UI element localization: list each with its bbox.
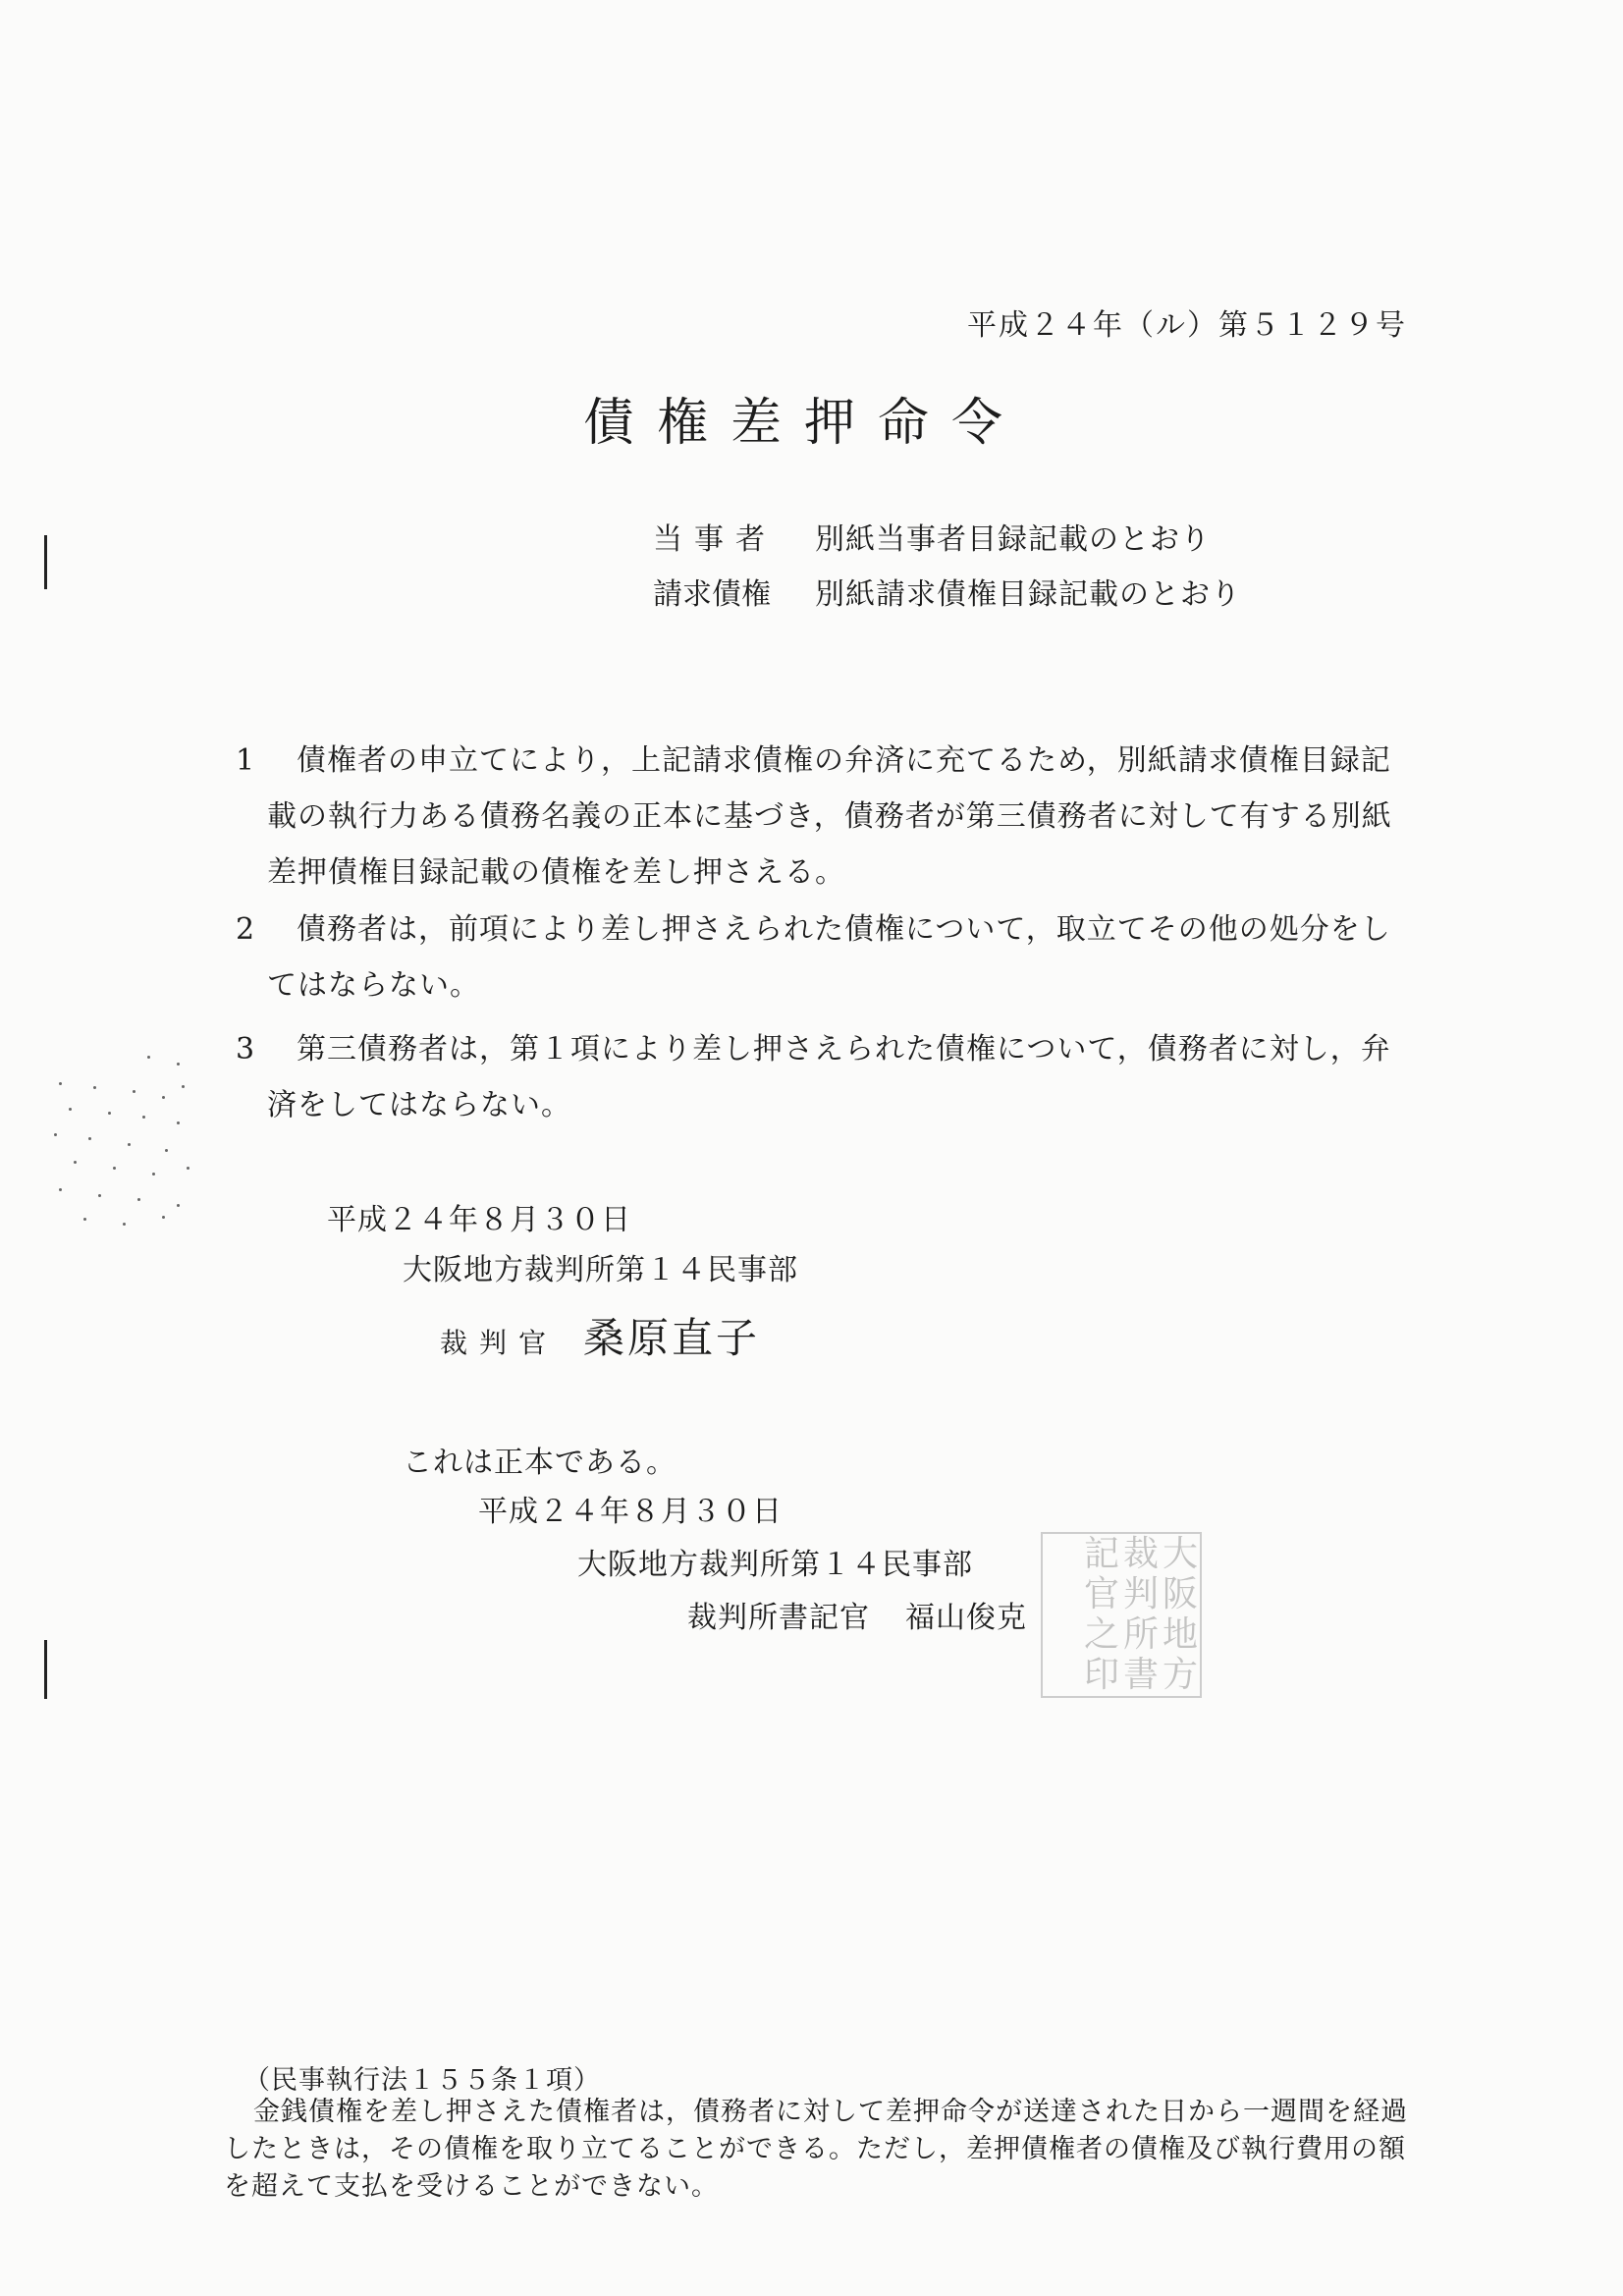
- parties-row: [653, 515, 1211, 558]
- claim-label: 請求債権: [653, 577, 771, 612]
- seal-character: 書: [1122, 1655, 1159, 1696]
- claim-row: [653, 570, 1241, 613]
- perforation-dot: [59, 1082, 62, 1085]
- clerk-title: 裁判所書記官: [687, 1601, 870, 1635]
- order-date: 平成２４年８月３０日: [327, 1203, 631, 1237]
- perforation-dot: [137, 1198, 140, 1201]
- order-item-3: [236, 1021, 1419, 1133]
- order-item-1: [236, 733, 1419, 901]
- perforation-dot: [177, 1121, 180, 1124]
- seal-character: [1043, 1656, 1082, 1696]
- item-text: 債権者の申立てにより，上記請求債権の弁済に充てるため，別紙請求債権目録記載の執行力ある債務名義の正本に基づき，債務者が第三債務者に対して有する別紙差押債権目録記載の債権を差し押さえる。: [267, 743, 1392, 890]
- claim-value: 別紙請求債権目録記載のとおり: [815, 577, 1241, 612]
- parties-value: 別紙当事者目録記載のとおり: [815, 522, 1211, 557]
- seal-character: 方: [1162, 1655, 1198, 1696]
- perforation-dot: [133, 1090, 135, 1093]
- seal-character: 記: [1083, 1533, 1119, 1574]
- certification-statement: これは正本である。: [403, 1446, 676, 1480]
- perforation-dot: [165, 1149, 168, 1152]
- certification-court: 大阪地方裁判所第１４民事部: [577, 1548, 973, 1582]
- judge-name: 桑原直子: [583, 1314, 761, 1362]
- seal-character: 印: [1083, 1655, 1119, 1696]
- perforation-dot: [54, 1133, 57, 1136]
- seal-character: 官: [1083, 1573, 1119, 1614]
- clerk-row: [687, 1593, 1027, 1636]
- perforation-dot: [152, 1173, 155, 1175]
- perforation-dot: [83, 1218, 86, 1221]
- perforation-dot: [74, 1161, 77, 1164]
- seal-character: 大: [1162, 1533, 1198, 1574]
- perforation-dot: [59, 1188, 62, 1191]
- judge-title: 裁判官: [440, 1327, 559, 1359]
- perforation-dot: [147, 1056, 150, 1059]
- page-title: 債権差押命令: [583, 394, 1026, 453]
- item-number: 1: [236, 743, 256, 778]
- seal-character: [1043, 1574, 1082, 1614]
- footnote-heading: （民事執行法１５５条１項）: [243, 2065, 601, 2096]
- perforation-dot: [162, 1096, 165, 1099]
- perforation-dot: [93, 1086, 96, 1089]
- seal-character: [1043, 1534, 1082, 1574]
- footnote-text: 金銭債権を差し押さえた債権者は，債務者に対して差押命令が送達された日から一週間を経過したときは，その債権を取り立てることができる。ただし，差押債権者の債権及び執行費用の額を超えて支払を受けることができない。: [224, 2097, 1408, 2202]
- perforation-dot: [162, 1216, 165, 1219]
- order-item-2: [236, 902, 1419, 1013]
- perforation-dot: [187, 1167, 189, 1170]
- parties-label: 当事者: [653, 522, 777, 557]
- case-number: 平成２４年（ル）第５１２９号: [967, 308, 1407, 343]
- perforation-dot: [177, 1204, 180, 1207]
- perforation-dot: [98, 1194, 101, 1197]
- perforation-dot: [182, 1085, 185, 1088]
- item-number: 3: [236, 1032, 256, 1066]
- certification-date: 平成２４年８月３０日: [478, 1495, 783, 1529]
- item-text: 債務者は，前項により差し押さえられた債権について，取立てその他の処分をしてはならない。: [267, 912, 1391, 1003]
- perforation-dot: [69, 1108, 72, 1111]
- clerk-name: 福山俊克: [905, 1601, 1027, 1635]
- perforation-dot: [108, 1112, 111, 1115]
- binding-mark-bottom: [44, 1640, 47, 1699]
- item-number: 2: [236, 912, 256, 947]
- perforation-dot: [177, 1063, 180, 1066]
- clerk-seal-stamp: [1041, 1532, 1202, 1698]
- seal-character: 所: [1122, 1614, 1159, 1656]
- seal-character: 阪: [1162, 1573, 1198, 1614]
- seal-character: 裁: [1122, 1533, 1159, 1574]
- order-court: 大阪地方裁判所第１４民事部: [403, 1253, 798, 1287]
- perforation-dots: [39, 1051, 196, 1228]
- seal-character: 地: [1162, 1614, 1198, 1656]
- binding-mark-top: [44, 535, 47, 589]
- seal-character: 判: [1122, 1573, 1159, 1614]
- judge-row: [440, 1306, 760, 1365]
- seal-character: 之: [1083, 1614, 1119, 1656]
- perforation-dot: [142, 1116, 145, 1119]
- item-text: 第三債務者は，第１項により差し押さえられた債権について，債務者に対し，弁済をしてはならない。: [267, 1032, 1391, 1122]
- perforation-dot: [123, 1223, 126, 1226]
- seal-character: [1043, 1615, 1082, 1656]
- perforation-dot: [88, 1137, 91, 1140]
- perforation-dot: [113, 1167, 116, 1170]
- perforation-dot: [128, 1143, 131, 1146]
